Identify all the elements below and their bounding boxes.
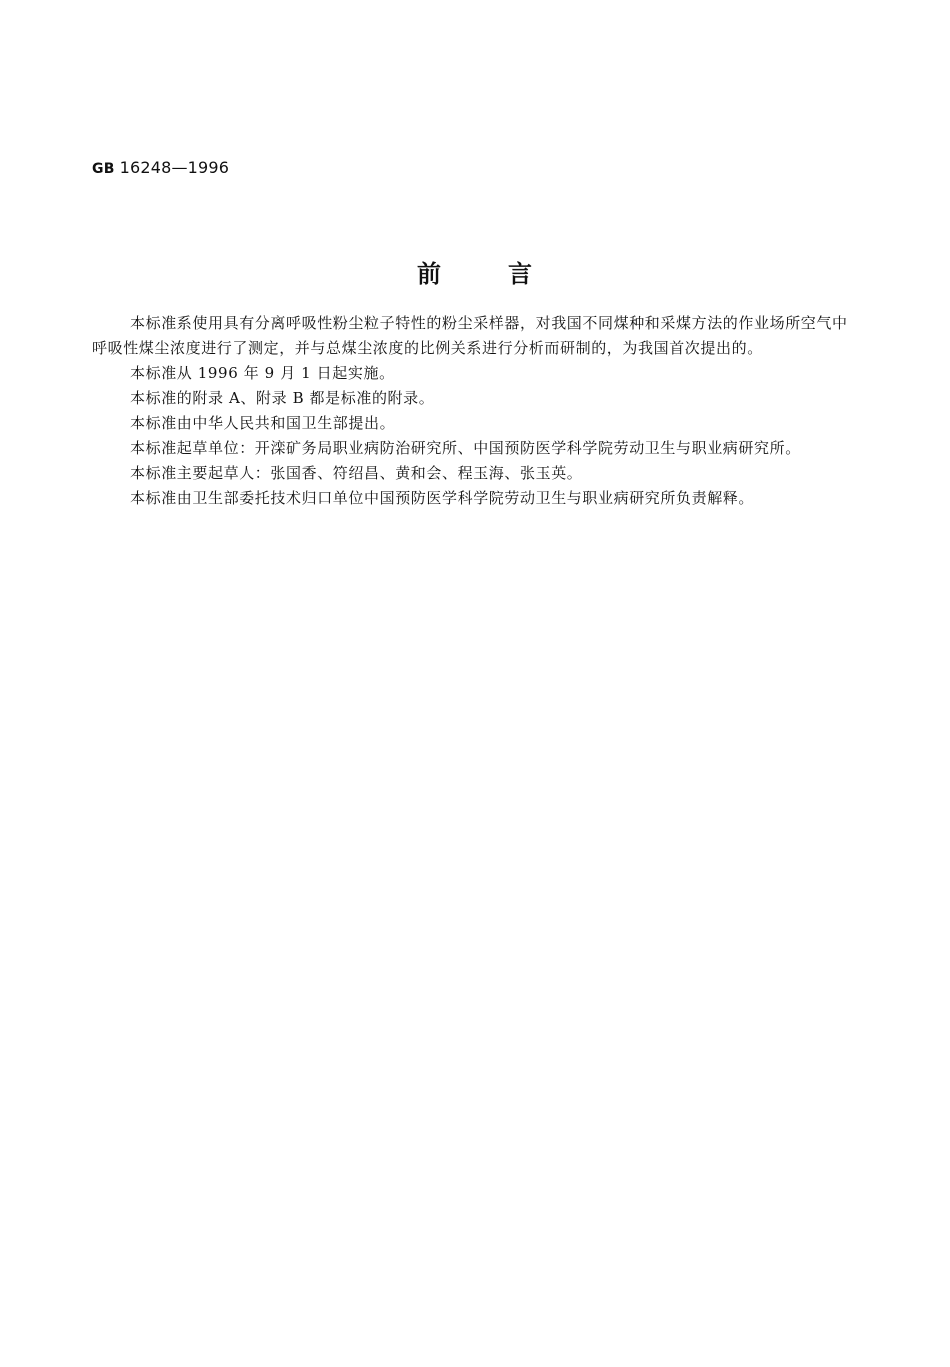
paragraph-drafters: 本标准主要起草人：张国香、符绍昌、黄和会、程玉海、张玉英。 — [130, 464, 583, 482]
title-char-2: 言 — [508, 260, 533, 288]
foreword-body — [92, 311, 856, 511]
standard-code — [92, 158, 229, 177]
standard-prefix: GB — [92, 161, 115, 177]
paragraph-effective-date: 本标准从 1996 年 9 月 1 日起实施。 — [130, 364, 395, 382]
paragraph-interpretation: 本标准由卫生部委托技术归口单位中国预防医学科学院劳动卫生与职业病研究所负责解释。 — [130, 489, 755, 507]
paragraph-proposer: 本标准由中华人民共和国卫生部提出。 — [130, 414, 396, 432]
paragraph-intro: 本标准系使用具有分离呼吸性粉尘粒子特性的粉尘采样器，对我国不同煤种和采煤方法的作业场所空气中呼吸性煤尘浓度进行了测定，并与总煤尘浓度的比例关系进行分析而研制的，为我国首次提出的。 — [92, 314, 848, 357]
title-char-1: 前 — [417, 260, 442, 288]
paragraph-appendix: 本标准的附录 A、附录 B 都是标准的附录。 — [130, 389, 435, 407]
paragraph-drafting-units: 本标准起草单位：开滦矿务局职业病防治研究所、中国预防医学科学院劳动卫生与职业病研究所。 — [130, 439, 801, 457]
page-title — [0, 254, 950, 289]
standard-number: 16248—1996 — [119, 158, 230, 177]
